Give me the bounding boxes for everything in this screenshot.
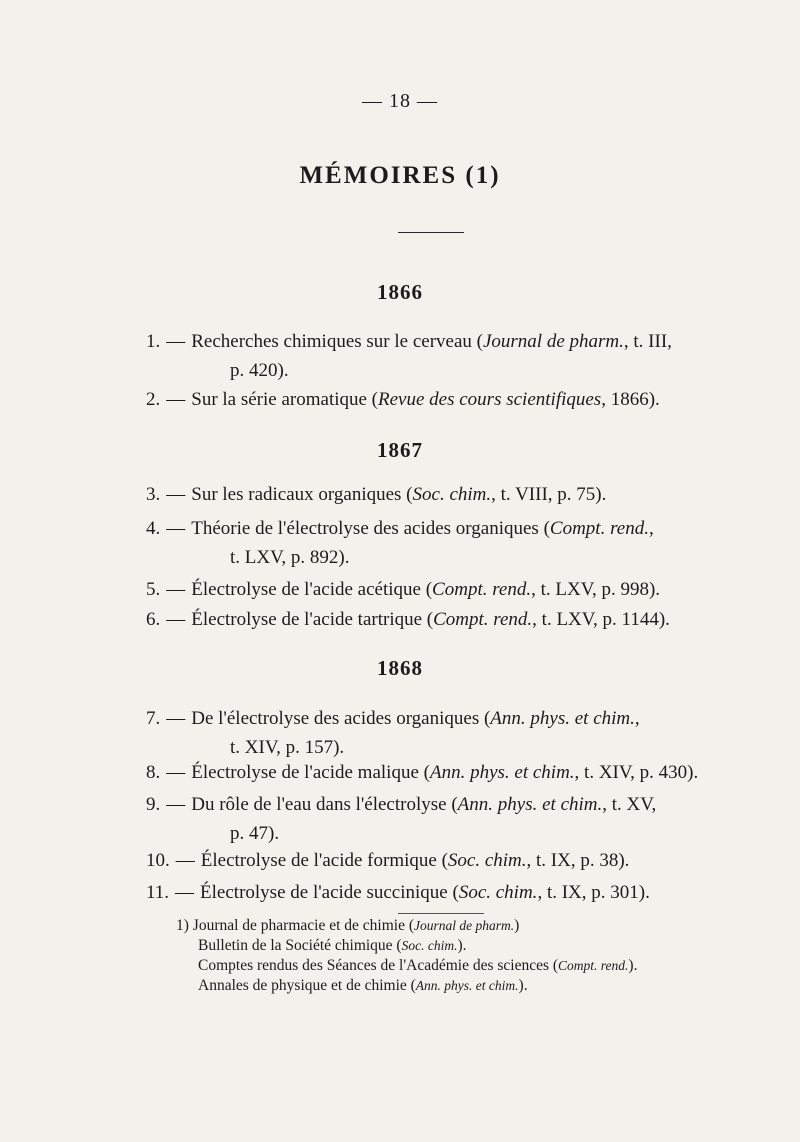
entry-number: 2. xyxy=(146,389,161,410)
footnote-end: ) xyxy=(514,917,520,934)
entry-2 xyxy=(146,385,746,414)
entry-dash: — xyxy=(166,794,186,815)
entry-source: Compt. rend. xyxy=(549,518,649,539)
entry-dash: — xyxy=(166,609,186,630)
entry-text: Électrolyse de l'acide succinique ( xyxy=(200,882,459,903)
footnote-line xyxy=(176,916,756,936)
footnote-abbr: Compt. rend. xyxy=(558,958,629,973)
entry-3 xyxy=(146,480,746,509)
entry-11 xyxy=(146,878,746,907)
entry-number: 8. xyxy=(146,762,161,783)
footnote-line xyxy=(176,936,756,956)
entry-number: 7. xyxy=(146,708,161,729)
entry-text: Recherches chimiques sur le cerveau ( xyxy=(191,331,483,352)
footnote-end: ). xyxy=(457,937,467,954)
footnote-marker: 1) xyxy=(176,917,189,934)
year-heading-1867: 1867 xyxy=(377,438,423,462)
entry-source: Journal de pharm. xyxy=(482,331,624,352)
entry-dash: — xyxy=(175,882,195,903)
footnote-abbr: Ann. phys. et chim. xyxy=(415,978,519,993)
entry-text: Électrolyse de l'acide formique ( xyxy=(200,850,448,871)
entry-1 xyxy=(146,327,746,385)
entry-continuation: p. 420). xyxy=(230,360,289,381)
footnote-text: Journal de pharmacie et de chimie ( xyxy=(192,917,415,934)
entry-tail: , t. LXV, p. 1144). xyxy=(532,609,670,630)
entry-source: Revue des cours scientifiques xyxy=(378,389,602,410)
entry-source: Ann. phys. et chim. xyxy=(490,708,635,729)
entry-10 xyxy=(146,846,746,875)
entry-tail: , t. XIV, p. 430). xyxy=(574,762,699,783)
page-title: MÉMOIRES (1) xyxy=(299,162,501,189)
footnote-abbr: Soc. chim. xyxy=(401,938,458,953)
entry-text: Électrolyse de l'acide malique ( xyxy=(191,762,430,783)
entry-dash: — xyxy=(166,331,186,352)
entry-dash: — xyxy=(166,389,186,410)
entry-text: Sur la série aromatique ( xyxy=(191,389,379,410)
entry-text: Sur les radicaux organiques ( xyxy=(191,484,413,505)
entry-source: Soc. chim. xyxy=(447,850,527,871)
footnote-abbr: Journal de pharm. xyxy=(414,918,515,933)
footnote-rule xyxy=(398,913,484,914)
entry-tail: , 1866). xyxy=(601,389,660,410)
footnote-text: Bulletin de la Société chimique ( xyxy=(198,937,402,954)
entry-source: Compt. rend. xyxy=(433,609,533,630)
page-number: — 18 — xyxy=(362,90,438,112)
entry-dash: — xyxy=(166,484,186,505)
footnote-end: ). xyxy=(518,977,528,994)
entry-4 xyxy=(146,514,746,572)
entry-7 xyxy=(146,704,746,762)
entry-8 xyxy=(146,758,746,787)
entry-6 xyxy=(146,605,746,634)
entry-dash: — xyxy=(166,708,186,729)
entry-continuation: t. LXV, p. 892). xyxy=(230,547,350,568)
entry-source: Compt. rend. xyxy=(432,579,532,600)
entry-text: Du rôle de l'eau dans l'électrolyse ( xyxy=(191,794,458,815)
entry-number: 5. xyxy=(146,579,161,600)
entry-dash: — xyxy=(175,850,195,871)
title-rule xyxy=(398,232,464,233)
entry-source: Ann. phys. et chim. xyxy=(457,794,603,815)
entry-source: Soc. chim. xyxy=(412,484,492,505)
entry-number: 1. xyxy=(146,331,161,352)
entry-tail: , xyxy=(634,708,640,729)
entry-tail: , t. LXV, p. 998). xyxy=(531,579,661,600)
entry-tail: , t. III, xyxy=(623,331,672,352)
entry-text: Électrolyse de l'acide tartrique ( xyxy=(191,609,434,630)
entry-number: 3. xyxy=(146,484,161,505)
entry-number: 4. xyxy=(146,518,161,539)
entry-text: De l'électrolyse des acides organiques ( xyxy=(191,708,491,729)
entry-text: Théorie de l'électrolyse des acides organiques ( xyxy=(191,518,550,539)
entry-source: Ann. phys. et chim. xyxy=(429,762,575,783)
entry-source: Soc. chim. xyxy=(458,882,538,903)
year-heading-1866: 1866 xyxy=(377,280,423,304)
entry-number: 9. xyxy=(146,794,161,815)
entry-5 xyxy=(146,575,746,604)
entry-tail: , xyxy=(648,518,654,539)
entry-tail: , t. IX, p. 301). xyxy=(537,882,650,903)
footnote-text: Comptes rendus des Séances de l'Académie des sciences ( xyxy=(198,957,559,974)
entry-dash: — xyxy=(166,762,186,783)
footnote-line xyxy=(176,976,756,996)
footnote-text: Annales de physique et de chimie ( xyxy=(198,977,416,994)
entry-number: 11. xyxy=(146,882,170,903)
year-heading-1868: 1868 xyxy=(377,656,423,680)
entry-tail: , t. XV, xyxy=(602,794,657,815)
entry-tail: , t. IX, p. 38). xyxy=(526,850,630,871)
entry-continuation: t. XIV, p. 157). xyxy=(230,737,345,758)
entry-text: Électrolyse de l'acide acétique ( xyxy=(191,579,433,600)
footnote-end: ). xyxy=(628,957,638,974)
entry-dash: — xyxy=(166,518,186,539)
entry-continuation: p. 47). xyxy=(230,823,280,844)
entry-dash: — xyxy=(166,579,186,600)
entry-tail: , t. VIII, p. 75). xyxy=(491,484,607,505)
entry-number: 6. xyxy=(146,609,161,630)
footnote-line xyxy=(176,956,756,976)
entry-number: 10. xyxy=(146,850,170,871)
footnotes xyxy=(176,916,756,996)
entry-9 xyxy=(146,790,746,848)
